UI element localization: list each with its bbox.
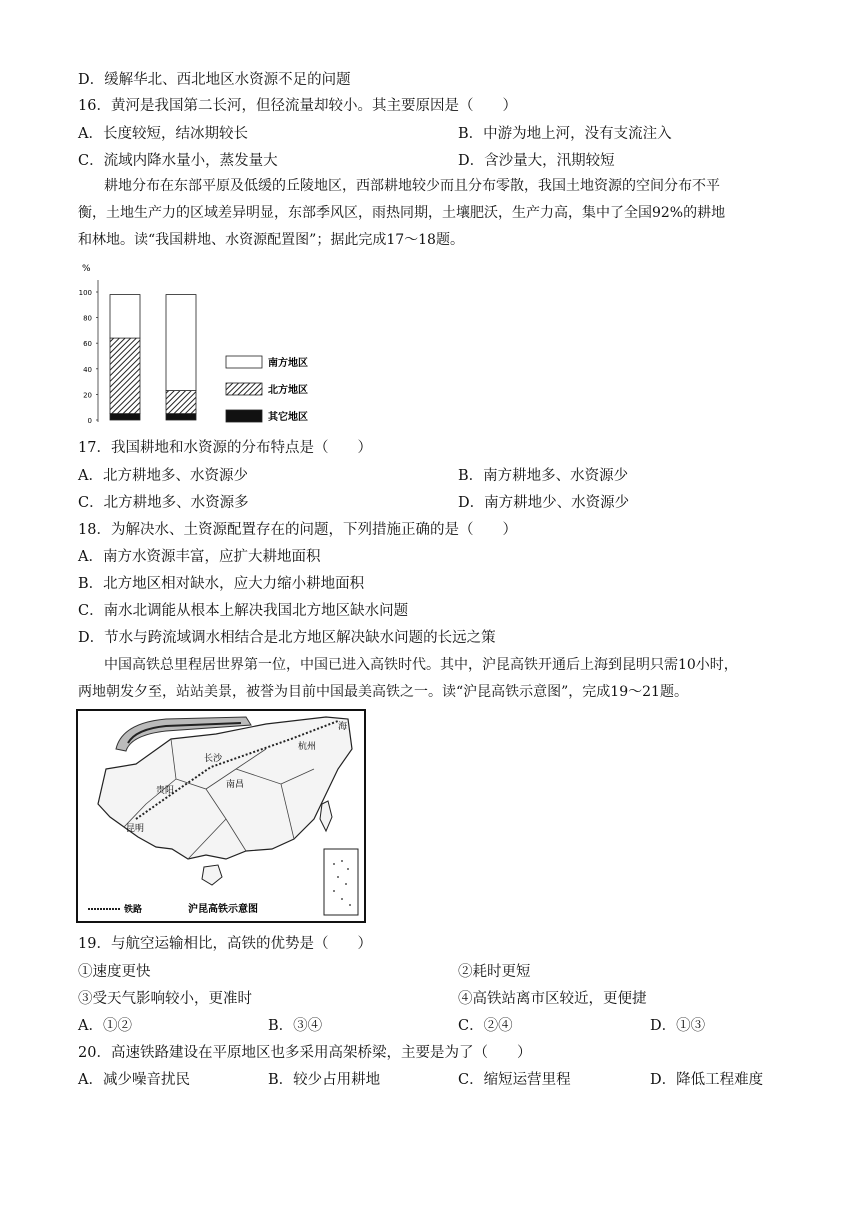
bar-segment bbox=[166, 391, 196, 414]
q18-option-b: B．北方地区相对缺水，应大力缩小耕地面积 bbox=[78, 576, 365, 592]
farmland-water-chart bbox=[76, 262, 356, 430]
passage1-line3: 和林地。读“我国耕地、水资源配置图”；据此完成17～18题。 bbox=[78, 232, 464, 248]
city-label: 贵阳 bbox=[156, 786, 175, 796]
q16-option-d: D．含沙量大，汛期较短 bbox=[458, 153, 615, 169]
q15-option-d: D．缓解华北、西北地区水资源不足的问题 bbox=[78, 72, 351, 88]
y-tick-label: 20 bbox=[83, 391, 92, 400]
q20-option-c: C．缩短运营里程 bbox=[458, 1072, 571, 1088]
bar-segment bbox=[166, 295, 196, 391]
q20-option-d: D．降低工程难度 bbox=[650, 1072, 764, 1088]
map-title: 沪昆高铁示意图 bbox=[188, 904, 258, 915]
legend-swatch bbox=[226, 356, 262, 368]
passage1-line1: 耕地分布在东部平原及低缓的丘陵地区，西部耕地较少而且分布零散，我国土地资源的空间分布不平 bbox=[104, 178, 720, 194]
q19-statement-4: ④高铁站离市区较近，更便捷 bbox=[458, 991, 647, 1007]
q16-option-c: C．流域内降水量小，蒸发量大 bbox=[78, 153, 278, 169]
y-tick-label: 80 bbox=[83, 314, 92, 323]
city-label: 南昌 bbox=[226, 780, 245, 790]
bar-segment bbox=[110, 338, 140, 414]
city-label: 长沙 bbox=[204, 754, 223, 764]
q19-stem: 19．与航空运输相比，高铁的优势是（ ） bbox=[78, 936, 372, 952]
passage1-line2: 衡，土地生产力的区域差异明显，东部季风区，雨热同期，土壤肥沃，生产力高，集中了全国92%的耕地 bbox=[78, 205, 726, 221]
y-tick-label: 0 bbox=[87, 417, 92, 425]
q17-stem: 17．我国耕地和水资源的分布特点是（ ） bbox=[78, 440, 372, 456]
q19-option-b: B．③④ bbox=[268, 1018, 323, 1034]
q20-option-a: A．减少噪音扰民 bbox=[78, 1072, 190, 1088]
q20-stem: 20．高速铁路建设在平原地区也多采用高架桥梁，主要是为了（ ） bbox=[78, 1045, 532, 1061]
y-tick-label: 60 bbox=[83, 340, 92, 349]
legend-label: 北方地区 bbox=[268, 385, 308, 396]
passage2-line2: 两地朝发夕至，站站美景，被誉为目前中国最美高铁之一。读“沪昆高铁示意图”，完成19～21题。 bbox=[78, 684, 688, 700]
q16-option-b: B．中游为地上河，没有支流注入 bbox=[458, 126, 672, 142]
legend-label: 南方地区 bbox=[268, 358, 308, 369]
hukun-railway-map bbox=[76, 709, 366, 923]
q18-option-d: D．节水与跨流域调水相结合是北方地区解决缺水问题的长远之策 bbox=[78, 630, 496, 646]
city-label: 杭州 bbox=[298, 742, 317, 752]
q19-statement-2: ②耗时更短 bbox=[458, 964, 531, 980]
chart-y-unit: % bbox=[82, 264, 91, 274]
legend-swatch bbox=[226, 410, 262, 422]
railway-legend-label: 铁路 bbox=[124, 905, 143, 915]
city-label: 海 bbox=[338, 722, 348, 732]
y-tick-label: 40 bbox=[83, 365, 92, 374]
city-label: 昆明 bbox=[126, 824, 145, 834]
bar-segment bbox=[110, 414, 140, 420]
bar-segment bbox=[110, 295, 140, 339]
q17-option-d: D．南方耕地少、水资源少 bbox=[458, 495, 630, 511]
q19-statement-3: ③受天气影响较小，更准时 bbox=[78, 991, 252, 1007]
passage2-line1: 中国高铁总里程居世界第一位，中国已进入高铁时代。其中，沪昆高铁开通后上海到昆明只需10小时， bbox=[104, 657, 738, 673]
bar-segment bbox=[166, 414, 196, 420]
q17-option-a: A．北方耕地多、水资源少 bbox=[78, 468, 248, 484]
q20-option-b: B．较少占用耕地 bbox=[268, 1072, 381, 1088]
q19-option-c: C．②④ bbox=[458, 1018, 513, 1034]
y-tick-label: 100 bbox=[78, 289, 92, 297]
legend-swatch bbox=[226, 383, 262, 395]
q18-stem: 18．为解决水、土资源配置存在的问题，下列措施正确的是（ ） bbox=[78, 522, 517, 538]
q18-option-c: C．南水北调能从根本上解决我国北方地区缺水问题 bbox=[78, 603, 409, 619]
q19-option-d: D．①③ bbox=[650, 1018, 706, 1034]
q18-option-a: A．南方水资源丰富，应扩大耕地面积 bbox=[78, 549, 321, 565]
q17-option-b: B．南方耕地多、水资源少 bbox=[458, 468, 629, 484]
q19-option-a: A．①② bbox=[78, 1018, 132, 1034]
south-sea-inset bbox=[324, 849, 358, 915]
q16-option-a: A．长度较短，结冰期较长 bbox=[78, 126, 248, 142]
q16-stem: 16．黄河是我国第二长河，但径流量却较小。其主要原因是（ ） bbox=[78, 98, 517, 114]
legend-label: 其它地区 bbox=[268, 412, 308, 423]
q17-option-c: C．北方耕地多、水资源多 bbox=[78, 495, 249, 511]
q19-statement-1: ①速度更快 bbox=[78, 964, 151, 980]
